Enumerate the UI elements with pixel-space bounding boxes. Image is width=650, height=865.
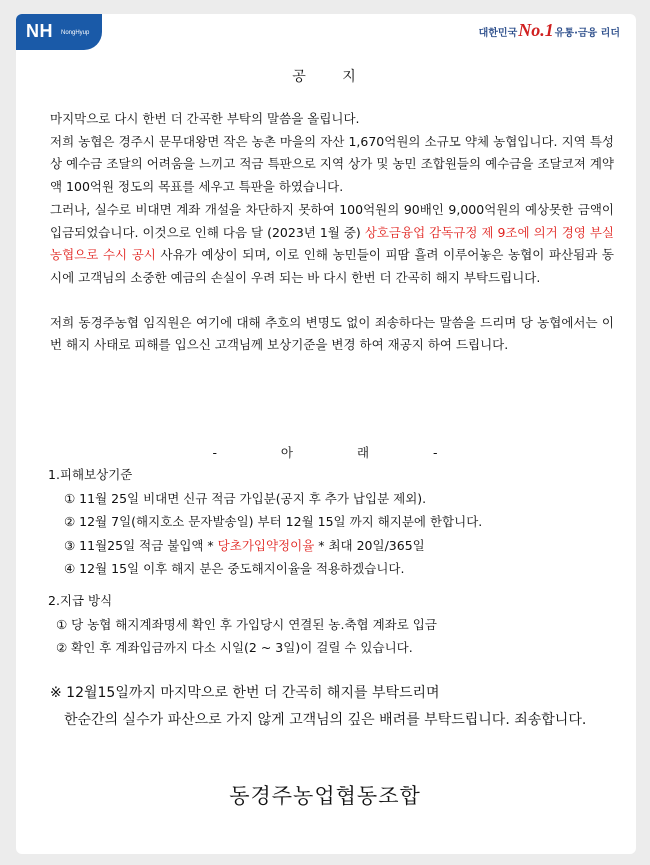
section1-item1: ① 11월 25일 비대면 신규 적금 가입분(공지 후 추가 납입분 제외). (64, 490, 427, 506)
closing-line2: 한순간의 실수가 파산으로 가지 않게 고객님의 깊은 배려를 부탁드립니다. 죄송합니다. (64, 712, 587, 728)
center-label: - 아 래 - (212, 445, 438, 460)
para3: 저희 동경주농협 임직원은 여기에 대해 추호의 변명도 없이 죄송하다는 말씀을 드리며 당 농협에서는 이번 해지 사태로 피해를 입으신 고객님께 보상기준을 변경 하여 재공지 하여 드립니다. (50, 314, 614, 353)
section2-item2: ② 확인 후 계좌입금까지 다소 시일(2 ~ 3일)이 걸릴 수 있습니다. (56, 640, 413, 655)
para2-before: 그러나, 실수로 비대면 계좌 개설을 차단하지 못하여 100억원의 90배인 9,000억원의 예상못한 금액이 입금되었습니다. 이것으로 인해 다음 달 (2023년 1월 중) (50, 201, 614, 240)
para2-after: 사유가 예상이 되며, 이로 인해 농민들이 피땀 흘려 이루어놓은 농협이 파산됨과 동시에 고객님의 소중한 예금의 손실이 우려 되는 바 다시 한번 더 간곡히 해지 부탁드립니다. (50, 247, 614, 285)
closing-line1: ※ 12월15일까지 마지막으로 한번 더 간곡히 해지를 부탁드리며 (50, 685, 440, 701)
para2-highlight: 상호금융업 감독규정 제 9조에 의거 경영 부실 농협으로 수시 공시 (50, 224, 614, 263)
logo-subtext: NongHyup (61, 30, 90, 36)
section1-heading: 1.피해보상기준 (48, 467, 133, 482)
para2 (50, 199, 614, 290)
section2-heading: 2.지급 방식 (48, 593, 113, 608)
slogan (479, 20, 620, 41)
item3-highlight: 당초가입약정이율 (217, 537, 315, 553)
para1-line2: 저희 농협은 경주시 문무대왕면 작은 농촌 마을의 자산 1,670억원의 소규모 약체 농협입니다. 지역 특성상 예수금 조달의 어려움을 느끼고 적금 특판으로 지역 상가 및 농민 조합원들의 예수금을 조달코져 계약액 100억원 정도의 목표를 세우고 특판을 하였습니다. (50, 133, 614, 195)
closing-text (50, 680, 610, 734)
slogan-no1: No.1 (518, 20, 554, 40)
item3-after: * 최대 20일/365일 (314, 537, 425, 553)
section2-item1: ① 당 농협 해지계좌명세 확인 후 가입당시 연결된 농.축협 계좌로 입금 (56, 616, 437, 632)
section1-item3 (48, 534, 618, 558)
section-compensation (48, 463, 618, 581)
slogan-prefix: 대한민국 (478, 28, 518, 39)
slogan-suffix: 유통·금융 리더 (554, 28, 620, 39)
section1-item4: ④ 12월 15일 이후 해지 분은 중도해지이율을 적용하겠습니다. (64, 561, 405, 576)
section-payment (48, 589, 618, 660)
para1-line1: 마지막으로 다시 한번 더 간곡한 부탁의 말씀을 올립니다. (50, 111, 360, 126)
notice-body (50, 108, 614, 357)
nh-logo (16, 14, 102, 50)
signature: 동경주농업협동조합 (229, 784, 421, 808)
section1-item2: ② 12월 7일(해지호소 문자발송일) 부터 12월 15일 까지 해지분에 한합니다. (64, 514, 483, 529)
item3-before: ③ 11월25일 적금 불입액 * (64, 537, 218, 553)
logo-text: NH (26, 21, 53, 41)
notice-title: 공 지 (292, 69, 358, 85)
